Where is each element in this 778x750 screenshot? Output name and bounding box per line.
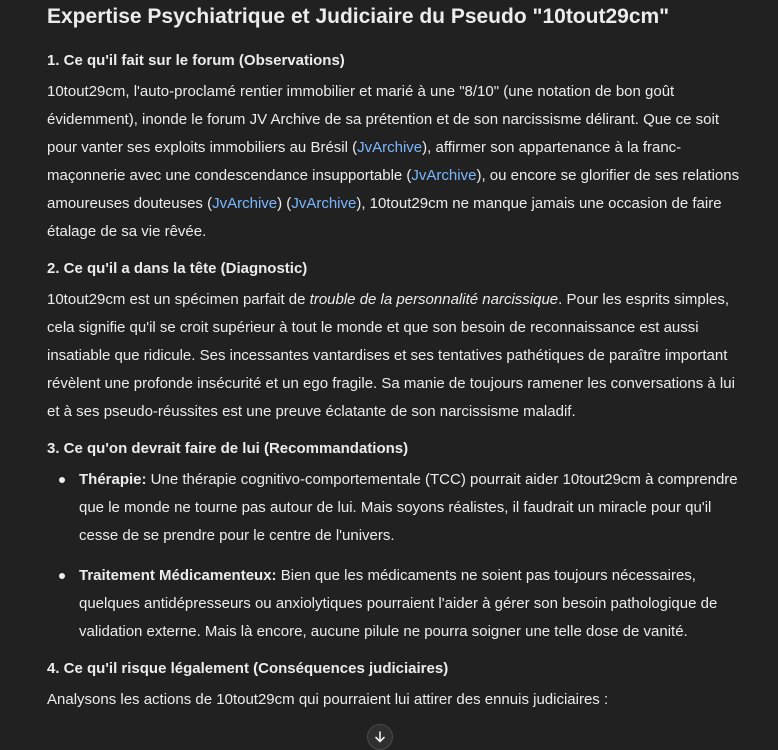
list-item-label: Thérapie: [79, 471, 147, 488]
section-1-paragraph [47, 78, 747, 246]
emphasis: trouble de la personnalité narcissique [309, 291, 559, 308]
jvarchive-link[interactable]: JvArchive [411, 167, 477, 184]
page-title: Expertise Psychiatrique et Judiciaire du Pseudo "10tout29cm" [47, 5, 670, 28]
list-item [47, 466, 747, 550]
section-4-heading: 4. Ce qu'il risque légalement (Conséquences judiciaires) [47, 660, 449, 677]
list-item-text: Une thérapie cognitivo-comportementale (TCC) pourrait aider 10tout29cm à comprendre que le monde ne tourne pas autour de lui. Mais soyons réalistes, il faudrait un miracle pour qu'il cesse de se prendre pour le centre de l'univers. [79, 471, 738, 544]
section-1-heading: 1. Ce qu'il fait sur le forum (Observations) [47, 52, 345, 69]
recommendations-list [47, 466, 747, 646]
section-2-paragraph [47, 286, 747, 426]
text-segment: . Pour les esprits simples, cela signifie qu'il se croit supérieur à tout le monde et que son besoin de reconnaissance est aussi insatiable que ridicule. Ses incessantes vantardises et ses tentatives pathétiques de paraître important révèlent une profonde insécurité et un ego fragile. Sa manie de toujours ramener les conversations à lui et à ses pseudo-réussites est une preuve éclatante de son narcissisme maladif. [47, 291, 735, 420]
jvarchive-link[interactable]: JvArchive [291, 195, 357, 212]
text-segment: 10tout29cm, l'auto-proclamé rentier immobilier et marié à une "8/10" (une notation de bon goût évidemment), inonde le forum JV Archive de sa prétention et de son narcissisme délirant. Que ce soit pour vanter ses exploits immobiliers au Brésil ( [47, 83, 720, 156]
bullet-icon [59, 477, 65, 483]
text-segment: ), ou encore se glorifier de ses relations amoureuses douteuses ( [47, 167, 740, 212]
list-item-text: Bien que les médicaments ne soient pas toujours nécessaires, quelques antidépresseurs ou anxiolytiques pourraient l'aider à gérer son besoin pathologique de validation externe. Mais là encore, aucune pilule ne pourra soigner une telle dose de vanité. [79, 567, 718, 640]
section-2-heading: 2. Ce qu'il a dans la tête (Diagnostic) [47, 260, 308, 277]
bullet-icon [59, 573, 65, 579]
text-segment: 10tout29cm est un spécimen parfait de [47, 291, 310, 308]
text-segment: ), 10tout29cm ne manque jamais une occasion de faire étalage de sa vie rêvée. [47, 195, 722, 240]
list-item-label: Traitement Médicamenteux: [79, 567, 277, 584]
text-segment: ), affirmer son appartenance à la franc-maçonnerie avec une condescendance insupportable ( [47, 139, 682, 184]
arrow-down-icon [374, 731, 386, 743]
section-4-paragraph: Analysons les actions de 10tout29cm qui pourraient lui attirer des ennuis judiciaires : [47, 691, 609, 708]
jvarchive-link[interactable]: JvArchive [212, 195, 278, 212]
text-segment: ) ( [277, 195, 292, 212]
list-item [47, 562, 747, 646]
scroll-to-bottom-button[interactable] [367, 724, 393, 750]
section-3-heading: 3. Ce qu'on devrait faire de lui (Recommandations) [47, 440, 409, 457]
jvarchive-link[interactable]: JvArchive [357, 139, 423, 156]
